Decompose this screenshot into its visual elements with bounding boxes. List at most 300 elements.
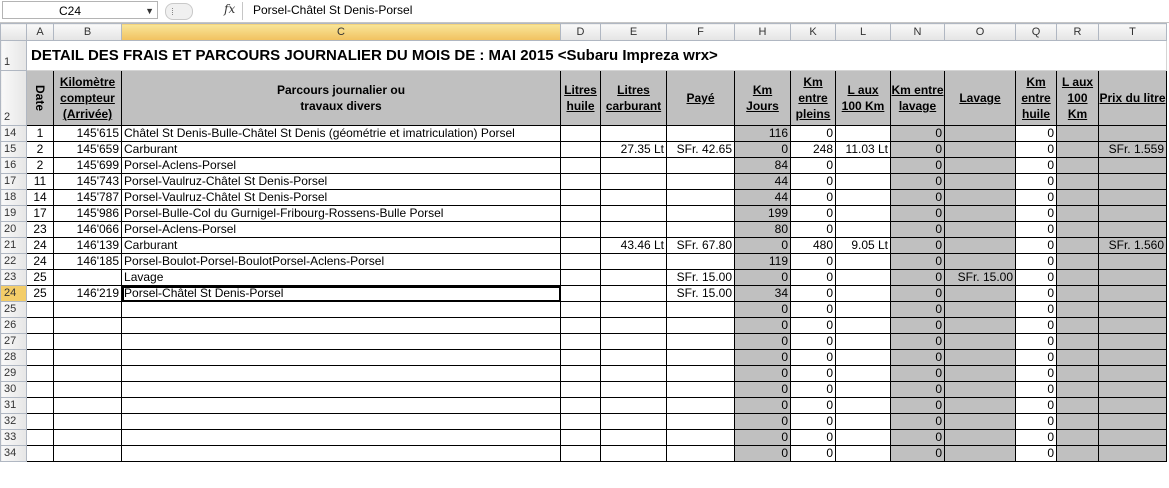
row-header[interactable]: 34	[1, 446, 27, 462]
cell-litres-huile[interactable]	[561, 190, 601, 206]
cell-date[interactable]	[27, 366, 54, 382]
cell-paye[interactable]	[667, 334, 735, 350]
cell-km-entre-huile[interactable]: 0	[1016, 190, 1057, 206]
cell-lavage[interactable]	[945, 382, 1016, 398]
header-km-jours[interactable]: Km Jours	[735, 71, 791, 126]
row-header[interactable]: 28	[1, 350, 27, 366]
cell-litres-carburant[interactable]	[601, 334, 667, 350]
cell-l-aux-100[interactable]	[836, 126, 891, 142]
column-header[interactable]: Q	[1016, 24, 1057, 41]
cell-km-entre-lavage[interactable]: 0	[891, 158, 945, 174]
cell-prix-litre[interactable]	[1099, 222, 1167, 238]
cell-km-entre-huile[interactable]: 0	[1016, 126, 1057, 142]
column-header[interactable]: K	[791, 24, 836, 41]
cell-parcours[interactable]	[122, 318, 561, 334]
cell-lavage[interactable]	[945, 206, 1016, 222]
cell-km-entre-lavage[interactable]: 0	[891, 398, 945, 414]
cell-paye[interactable]	[667, 350, 735, 366]
cell-prix-litre[interactable]	[1099, 174, 1167, 190]
cell-km-jours[interactable]: 0	[735, 238, 791, 254]
cell-lavage[interactable]: SFr. 15.00	[945, 270, 1016, 286]
cell-date[interactable]: 2	[27, 142, 54, 158]
cell-km-compteur[interactable]	[54, 302, 122, 318]
row-header[interactable]: 27	[1, 334, 27, 350]
cell-paye[interactable]	[667, 254, 735, 270]
formula-input[interactable]: Porsel-Châtel St Denis-Porsel	[253, 3, 413, 17]
cell-parcours[interactable]	[122, 446, 561, 462]
row-header[interactable]: 19	[1, 206, 27, 222]
cell-litres-carburant[interactable]	[601, 398, 667, 414]
cell-km-jours[interactable]: 0	[735, 382, 791, 398]
cell-km-entre-lavage[interactable]: 0	[891, 206, 945, 222]
cell-date[interactable]: 23	[27, 222, 54, 238]
row-header[interactable]: 2	[1, 71, 27, 126]
cell-km-entre-huile[interactable]: 0	[1016, 318, 1057, 334]
cell-l-aux-100-huile[interactable]	[1057, 430, 1099, 446]
cell-litres-huile[interactable]	[561, 174, 601, 190]
cell-l-aux-100[interactable]: 9.05 Lt	[836, 238, 891, 254]
cell-prix-litre[interactable]	[1099, 398, 1167, 414]
cell-km-entre-pleins[interactable]: 0	[791, 126, 836, 142]
cell-km-entre-huile[interactable]: 0	[1016, 238, 1057, 254]
cell-prix-litre[interactable]	[1099, 206, 1167, 222]
row-header[interactable]: 29	[1, 366, 27, 382]
cell-km-jours[interactable]: 84	[735, 158, 791, 174]
cell-litres-carburant[interactable]: 43.46 Lt	[601, 238, 667, 254]
header-litres-carburant[interactable]: Litres carburant	[601, 71, 667, 126]
cell-l-aux-100[interactable]	[836, 398, 891, 414]
cell-km-entre-pleins[interactable]: 0	[791, 414, 836, 430]
cell-l-aux-100-huile[interactable]	[1057, 398, 1099, 414]
cell-litres-carburant[interactable]	[601, 270, 667, 286]
cell-litres-carburant[interactable]	[601, 366, 667, 382]
cell-km-jours[interactable]: 0	[735, 414, 791, 430]
cell-km-jours[interactable]: 0	[735, 446, 791, 462]
cell-lavage[interactable]	[945, 430, 1016, 446]
cell-l-aux-100-huile[interactable]	[1057, 206, 1099, 222]
cell-date[interactable]	[27, 350, 54, 366]
cell-km-compteur[interactable]: 146'139	[54, 238, 122, 254]
cell-lavage[interactable]	[945, 238, 1016, 254]
cell-km-entre-pleins[interactable]: 0	[791, 222, 836, 238]
cell-km-jours[interactable]: 116	[735, 126, 791, 142]
cell-litres-carburant[interactable]	[601, 446, 667, 462]
cell-date[interactable]: 24	[27, 238, 54, 254]
cell-km-compteur[interactable]	[54, 366, 122, 382]
cell-km-entre-lavage[interactable]: 0	[891, 126, 945, 142]
cell-km-compteur[interactable]: 146'185	[54, 254, 122, 270]
row-header[interactable]: 20	[1, 222, 27, 238]
cell-km-entre-pleins[interactable]: 0	[791, 302, 836, 318]
cell-km-entre-lavage[interactable]: 0	[891, 318, 945, 334]
cell-paye[interactable]: SFr. 67.80	[667, 238, 735, 254]
cell-parcours[interactable]: Porsel-Bulle-Col du Gurnigel-Fribourg-Rossens-Bulle Porsel	[122, 206, 561, 222]
cell-l-aux-100-huile[interactable]	[1057, 350, 1099, 366]
header-km-compteur[interactable]: Kilomètre compteur (Arrivée)	[54, 71, 122, 126]
cell-km-entre-pleins[interactable]: 0	[791, 334, 836, 350]
cell-lavage[interactable]	[945, 142, 1016, 158]
header-km-entre-pleins[interactable]: Km entre pleins	[791, 71, 836, 126]
row-header[interactable]: 31	[1, 398, 27, 414]
cell-km-entre-lavage[interactable]: 0	[891, 366, 945, 382]
cell-litres-huile[interactable]	[561, 334, 601, 350]
cell-l-aux-100[interactable]	[836, 270, 891, 286]
cell-l-aux-100-huile[interactable]	[1057, 382, 1099, 398]
cell-date[interactable]	[27, 414, 54, 430]
cell-date[interactable]: 11	[27, 174, 54, 190]
cell-prix-litre[interactable]: SFr. 1.559	[1099, 142, 1167, 158]
chevron-down-icon[interactable]: ▼	[145, 6, 154, 16]
cell-date[interactable]: 25	[27, 286, 54, 302]
cell-lavage[interactable]	[945, 318, 1016, 334]
cell-parcours[interactable]	[122, 382, 561, 398]
cell-prix-litre[interactable]	[1099, 286, 1167, 302]
cell-date[interactable]: 2	[27, 158, 54, 174]
column-header[interactable]: H	[735, 24, 791, 41]
cell-km-compteur[interactable]: 145'986	[54, 206, 122, 222]
cell-litres-carburant[interactable]	[601, 302, 667, 318]
cell-parcours[interactable]: Porsel-Vaulruz-Châtel St Denis-Porsel	[122, 190, 561, 206]
cell-km-entre-lavage[interactable]: 0	[891, 238, 945, 254]
cell-paye[interactable]	[667, 206, 735, 222]
header-prix-litre[interactable]: Prix du litre	[1099, 71, 1167, 126]
header-km-entre-huile[interactable]: Km entre huile	[1016, 71, 1057, 126]
cell-lavage[interactable]	[945, 286, 1016, 302]
cell-litres-huile[interactable]	[561, 158, 601, 174]
cell-km-jours[interactable]: 34	[735, 286, 791, 302]
cell-l-aux-100[interactable]	[836, 174, 891, 190]
cell-km-entre-lavage[interactable]: 0	[891, 382, 945, 398]
cell-paye[interactable]	[667, 126, 735, 142]
cell-prix-litre[interactable]: SFr. 1.560	[1099, 238, 1167, 254]
cell-l-aux-100-huile[interactable]	[1057, 366, 1099, 382]
cell-parcours[interactable]: Porsel-Aclens-Porsel	[122, 158, 561, 174]
cell-lavage[interactable]	[945, 222, 1016, 238]
cell-lavage[interactable]	[945, 254, 1016, 270]
cell-paye[interactable]: SFr. 42.65	[667, 142, 735, 158]
cell-litres-carburant[interactable]	[601, 414, 667, 430]
cell-km-jours[interactable]: 0	[735, 270, 791, 286]
cell-litres-huile[interactable]	[561, 414, 601, 430]
row-header[interactable]: 24	[1, 286, 27, 302]
cell-litres-carburant[interactable]	[601, 382, 667, 398]
column-header[interactable]: R	[1057, 24, 1099, 41]
cell-litres-huile[interactable]	[561, 430, 601, 446]
cell-km-entre-huile[interactable]: 0	[1016, 174, 1057, 190]
cell-km-compteur[interactable]: 145'743	[54, 174, 122, 190]
cell-prix-litre[interactable]	[1099, 350, 1167, 366]
cell-l-aux-100[interactable]	[836, 366, 891, 382]
cell-date[interactable]	[27, 430, 54, 446]
cell-km-entre-huile[interactable]: 0	[1016, 222, 1057, 238]
row-header[interactable]: 17	[1, 174, 27, 190]
cell-l-aux-100[interactable]	[836, 222, 891, 238]
cell-prix-litre[interactable]	[1099, 334, 1167, 350]
cell-parcours[interactable]	[122, 334, 561, 350]
cell-km-entre-pleins[interactable]: 248	[791, 142, 836, 158]
cell-l-aux-100-huile[interactable]	[1057, 446, 1099, 462]
cell-l-aux-100[interactable]	[836, 350, 891, 366]
cell-km-entre-huile[interactable]: 0	[1016, 206, 1057, 222]
column-header[interactable]: B	[54, 24, 122, 41]
cell-paye[interactable]	[667, 382, 735, 398]
cell-prix-litre[interactable]	[1099, 414, 1167, 430]
insert-function-icon[interactable]: fx	[224, 2, 236, 16]
cell-date[interactable]: 24	[27, 254, 54, 270]
cell-km-entre-lavage[interactable]: 0	[891, 142, 945, 158]
cell-km-jours[interactable]: 44	[735, 174, 791, 190]
cell-paye[interactable]	[667, 398, 735, 414]
cell-litres-huile[interactable]	[561, 318, 601, 334]
cell-parcours[interactable]	[122, 350, 561, 366]
cell-parcours[interactable]: Châtel St Denis-Bulle-Châtel St Denis (géométrie et imatriculation) Porsel	[122, 126, 561, 142]
cell-litres-carburant[interactable]	[601, 350, 667, 366]
cell-l-aux-100-huile[interactable]	[1057, 158, 1099, 174]
column-header[interactable]: F	[667, 24, 735, 41]
cell-km-entre-lavage[interactable]: 0	[891, 334, 945, 350]
cell-km-entre-lavage[interactable]: 0	[891, 222, 945, 238]
cell-l-aux-100-huile[interactable]	[1057, 190, 1099, 206]
cell-km-jours[interactable]: 0	[735, 350, 791, 366]
cell-km-entre-pleins[interactable]: 0	[791, 158, 836, 174]
cell-lavage[interactable]	[945, 350, 1016, 366]
row-header[interactable]: 33	[1, 430, 27, 446]
cell-litres-huile[interactable]	[561, 366, 601, 382]
cell-l-aux-100-huile[interactable]	[1057, 142, 1099, 158]
cell-l-aux-100[interactable]: 11.03 Lt	[836, 142, 891, 158]
cell-litres-huile[interactable]	[561, 446, 601, 462]
cell-date[interactable]: 1	[27, 126, 54, 142]
cell-paye[interactable]	[667, 366, 735, 382]
row-header[interactable]: 22	[1, 254, 27, 270]
name-box[interactable]	[2, 1, 158, 19]
cell-prix-litre[interactable]	[1099, 302, 1167, 318]
cell-parcours[interactable]	[122, 430, 561, 446]
cell-l-aux-100-huile[interactable]	[1057, 174, 1099, 190]
cell-parcours[interactable]: Porsel-Aclens-Porsel	[122, 222, 561, 238]
cell-parcours[interactable]: Lavage	[122, 270, 561, 286]
column-header[interactable]: N	[891, 24, 945, 41]
cell-km-entre-huile[interactable]: 0	[1016, 270, 1057, 286]
sheet-title[interactable]: DETAIL DES FRAIS ET PARCOURS JOURNALIER DU MOIS DE : MAI 2015 <Subaru Impreza wrx>	[27, 41, 1167, 71]
cell-km-entre-huile[interactable]: 0	[1016, 382, 1057, 398]
cell-l-aux-100-huile[interactable]	[1057, 126, 1099, 142]
row-header[interactable]: 14	[1, 126, 27, 142]
header-parcours[interactable]	[122, 71, 561, 126]
header-l-aux-100[interactable]: L aux 100 Km	[836, 71, 891, 126]
cell-km-entre-pleins[interactable]: 0	[791, 254, 836, 270]
cell-km-jours[interactable]: 0	[735, 430, 791, 446]
cell-km-entre-huile[interactable]: 0	[1016, 302, 1057, 318]
cell-litres-huile[interactable]	[561, 206, 601, 222]
cell-lavage[interactable]	[945, 366, 1016, 382]
cell-km-entre-pleins[interactable]: 0	[791, 446, 836, 462]
cell-date[interactable]	[27, 446, 54, 462]
cell-km-compteur[interactable]: 145'787	[54, 190, 122, 206]
cell-l-aux-100[interactable]	[836, 318, 891, 334]
row-header[interactable]: 16	[1, 158, 27, 174]
header-litres-huile[interactable]: Litres huile	[561, 71, 601, 126]
cell-l-aux-100-huile[interactable]	[1057, 318, 1099, 334]
cell-paye[interactable]	[667, 158, 735, 174]
cell-parcours[interactable]: Porsel-Boulot-Porsel-BoulotPorsel-Aclens-Porsel	[122, 254, 561, 270]
cell-km-entre-huile[interactable]: 0	[1016, 254, 1057, 270]
cell-date[interactable]: 14	[27, 190, 54, 206]
cell-date[interactable]	[27, 302, 54, 318]
cell-km-entre-pleins[interactable]: 0	[791, 270, 836, 286]
cell-l-aux-100[interactable]	[836, 382, 891, 398]
cell-lavage[interactable]	[945, 190, 1016, 206]
cell-litres-carburant[interactable]	[601, 318, 667, 334]
cell-date[interactable]: 17	[27, 206, 54, 222]
cell-prix-litre[interactable]	[1099, 158, 1167, 174]
cell-km-entre-lavage[interactable]: 0	[891, 414, 945, 430]
cell-prix-litre[interactable]	[1099, 254, 1167, 270]
cell-l-aux-100-huile[interactable]	[1057, 254, 1099, 270]
cell-km-jours[interactable]: 0	[735, 142, 791, 158]
cell-km-jours[interactable]: 0	[735, 398, 791, 414]
cell-l-aux-100[interactable]	[836, 190, 891, 206]
cell-litres-huile[interactable]	[561, 398, 601, 414]
cell-prix-litre[interactable]	[1099, 446, 1167, 462]
cell-l-aux-100-huile[interactable]	[1057, 270, 1099, 286]
cell-km-compteur[interactable]: 146'066	[54, 222, 122, 238]
cell-litres-huile[interactable]	[561, 270, 601, 286]
cell-lavage[interactable]	[945, 174, 1016, 190]
cell-km-jours[interactable]: 44	[735, 190, 791, 206]
cell-l-aux-100-huile[interactable]	[1057, 334, 1099, 350]
cell-lavage[interactable]	[945, 302, 1016, 318]
cell-l-aux-100[interactable]	[836, 158, 891, 174]
cell-km-entre-huile[interactable]: 0	[1016, 366, 1057, 382]
cell-km-entre-pleins[interactable]: 0	[791, 366, 836, 382]
cell-km-compteur[interactable]: 145'699	[54, 158, 122, 174]
cell-paye[interactable]	[667, 318, 735, 334]
cell-l-aux-100-huile[interactable]	[1057, 222, 1099, 238]
cell-parcours[interactable]	[122, 398, 561, 414]
cell-km-compteur[interactable]	[54, 398, 122, 414]
row-header[interactable]: 26	[1, 318, 27, 334]
cell-lavage[interactable]	[945, 414, 1016, 430]
header-l-aux-100-huile[interactable]: L aux 100 Km	[1057, 71, 1099, 126]
cell-paye[interactable]	[667, 190, 735, 206]
column-header[interactable]: O	[945, 24, 1016, 41]
cell-km-jours[interactable]: 0	[735, 334, 791, 350]
cell-lavage[interactable]	[945, 446, 1016, 462]
cell-km-entre-pleins[interactable]: 0	[791, 174, 836, 190]
cell-km-entre-pleins[interactable]: 0	[791, 398, 836, 414]
cell-date[interactable]	[27, 398, 54, 414]
header-paye[interactable]: Payé	[667, 71, 735, 126]
cell-parcours[interactable]	[122, 302, 561, 318]
cell-km-entre-lavage[interactable]: 0	[891, 286, 945, 302]
cell-prix-litre[interactable]	[1099, 366, 1167, 382]
cell-km-compteur[interactable]	[54, 430, 122, 446]
cell-litres-huile[interactable]	[561, 350, 601, 366]
cell-km-entre-pleins[interactable]: 0	[791, 190, 836, 206]
cell-paye[interactable]	[667, 446, 735, 462]
cell-litres-huile[interactable]	[561, 302, 601, 318]
cell-km-entre-huile[interactable]: 0	[1016, 350, 1057, 366]
cell-km-entre-huile[interactable]: 0	[1016, 430, 1057, 446]
cell-litres-carburant[interactable]: 27.35 Lt	[601, 142, 667, 158]
cell-l-aux-100[interactable]	[836, 334, 891, 350]
cell-l-aux-100[interactable]	[836, 206, 891, 222]
cell-litres-carburant[interactable]	[601, 126, 667, 142]
cell-prix-litre[interactable]	[1099, 190, 1167, 206]
cell-litres-carburant[interactable]	[601, 158, 667, 174]
cell-prix-litre[interactable]	[1099, 270, 1167, 286]
cell-parcours[interactable]: Carburant	[122, 142, 561, 158]
cell-litres-huile[interactable]	[561, 382, 601, 398]
cell-litres-carburant[interactable]	[601, 430, 667, 446]
cell-parcours[interactable]	[122, 366, 561, 382]
cell-km-jours[interactable]: 0	[735, 302, 791, 318]
cell-km-jours[interactable]: 199	[735, 206, 791, 222]
cell-km-jours[interactable]: 119	[735, 254, 791, 270]
select-all-corner[interactable]	[1, 24, 27, 41]
column-header[interactable]: T	[1099, 24, 1167, 41]
cell-km-compteur[interactable]: 145'615	[54, 126, 122, 142]
cell-parcours[interactable]: Carburant	[122, 238, 561, 254]
cell-km-entre-lavage[interactable]: 0	[891, 446, 945, 462]
cell-km-compteur[interactable]: 146'219	[54, 286, 122, 302]
cell-paye[interactable]: SFr. 15.00	[667, 270, 735, 286]
cell-litres-carburant[interactable]	[601, 174, 667, 190]
cell-prix-litre[interactable]	[1099, 430, 1167, 446]
cell-km-entre-pleins[interactable]: 0	[791, 206, 836, 222]
cell-parcours[interactable]: Porsel-Châtel St Denis-Porsel	[122, 286, 561, 302]
cell-km-entre-huile[interactable]: 0	[1016, 158, 1057, 174]
cell-l-aux-100[interactable]	[836, 430, 891, 446]
row-header[interactable]: 25	[1, 302, 27, 318]
cell-km-compteur[interactable]: 145'659	[54, 142, 122, 158]
cell-km-entre-huile[interactable]: 0	[1016, 142, 1057, 158]
cell-litres-carburant[interactable]	[601, 206, 667, 222]
cell-km-entre-pleins[interactable]: 480	[791, 238, 836, 254]
cell-prix-litre[interactable]	[1099, 126, 1167, 142]
row-header[interactable]: 30	[1, 382, 27, 398]
cell-km-entre-lavage[interactable]: 0	[891, 190, 945, 206]
cell-l-aux-100-huile[interactable]	[1057, 414, 1099, 430]
cell-km-entre-huile[interactable]: 0	[1016, 446, 1057, 462]
cell-km-compteur[interactable]	[54, 446, 122, 462]
cell-parcours[interactable]	[122, 414, 561, 430]
cell-date[interactable]	[27, 318, 54, 334]
cell-litres-carburant[interactable]	[601, 286, 667, 302]
cell-litres-huile[interactable]	[561, 222, 601, 238]
cell-litres-huile[interactable]	[561, 238, 601, 254]
cell-l-aux-100[interactable]	[836, 286, 891, 302]
cell-km-compteur[interactable]	[54, 318, 122, 334]
cell-l-aux-100[interactable]	[836, 446, 891, 462]
cell-litres-carburant[interactable]	[601, 254, 667, 270]
cell-paye[interactable]	[667, 302, 735, 318]
cell-km-entre-pleins[interactable]: 0	[791, 382, 836, 398]
cell-km-entre-pleins[interactable]: 0	[791, 286, 836, 302]
column-header[interactable]: C	[122, 24, 561, 41]
column-header[interactable]: A	[27, 24, 54, 41]
cell-l-aux-100-huile[interactable]	[1057, 238, 1099, 254]
cell-l-aux-100[interactable]	[836, 414, 891, 430]
row-header[interactable]: 18	[1, 190, 27, 206]
formula-bar-splitter[interactable]	[165, 3, 193, 20]
cell-km-compteur[interactable]	[54, 350, 122, 366]
cell-lavage[interactable]	[945, 334, 1016, 350]
cell-km-entre-pleins[interactable]: 0	[791, 430, 836, 446]
cell-l-aux-100[interactable]	[836, 302, 891, 318]
header-km-entre-lavage[interactable]: Km entre lavage	[891, 71, 945, 126]
